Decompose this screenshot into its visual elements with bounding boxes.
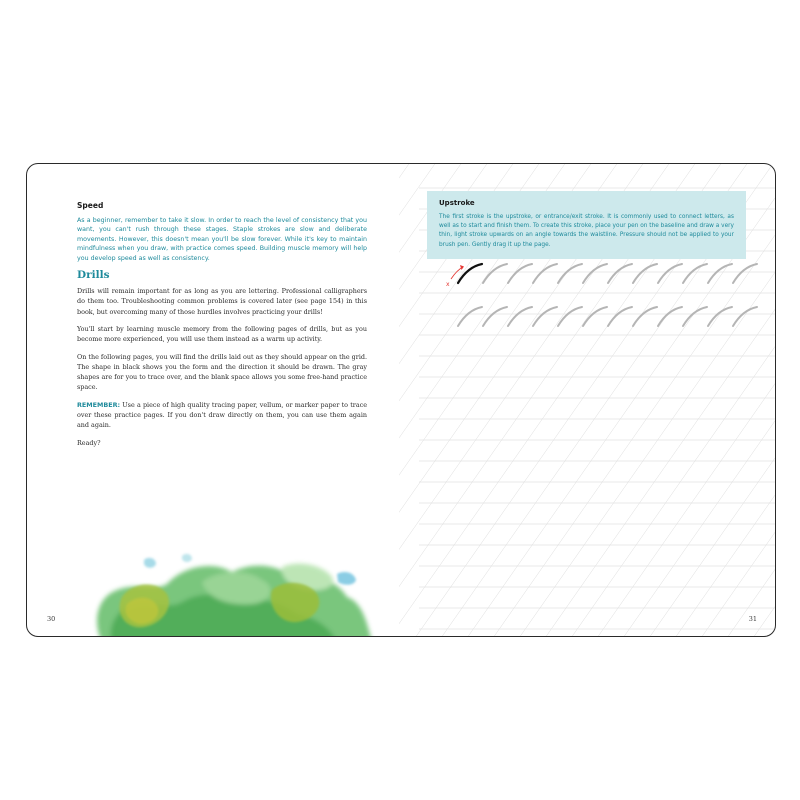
drill-stroke-gray — [483, 264, 507, 283]
direction-arrowhead — [460, 265, 464, 270]
page-number-right: 31 — [748, 615, 757, 623]
remember-label: REMEMBER: — [77, 400, 121, 409]
upstroke-description: The first stroke is the upstroke, or entrance/exit stroke. It is commonly used to connect letters, as well as to start and finish them. To create this stroke, place your pen on the baseline and draw a very thin, light stroke upwards on an angle towards the waistline. Pressure should not be applied to your brush pen. Gently drag it up the page. — [439, 214, 734, 248]
drill-stroke-gray — [583, 264, 607, 283]
watercolor-illustration — [82, 542, 382, 637]
book-spread — [26, 163, 776, 637]
drill-stroke-gray — [633, 264, 657, 283]
ready-text: Ready? — [77, 438, 101, 447]
drill-stroke-gray — [608, 307, 632, 326]
drill-stroke-gray — [708, 307, 732, 326]
upstroke-title: Upstroke — [439, 199, 475, 207]
drill-stroke-gray — [483, 307, 507, 326]
drill-stroke-gray — [683, 264, 707, 283]
drill-stroke-gray — [608, 264, 632, 283]
start-marker: x — [446, 281, 450, 288]
upstroke-callout — [427, 191, 746, 259]
remember-text: Use a piece of high quality tracing paper, vellum, or marker paper to trace over these practice pages. If you don't draw directly on them, you can use them again and again. — [77, 400, 367, 430]
speed-paragraph: As a beginner, remember to take it slow. In order to reach the level of consistency that you want, you can't rush through these stages. Staple strokes are slow and deliberate movements. However, this doesn't mean you'll be slow forever. While it's key to maintain mindfulness when you draw, with practice comes speed. Building muscle memory will help you develop speed as well as consistency. — [77, 217, 367, 262]
drill-stroke-gray — [708, 264, 732, 283]
drills-paragraph-3: On the following pages, you will find the drills laid out as they should appear on the grid. The shape in black shows you the form and the direction it should be drawn. The gray shapes are for you to trace over, and the blank space allows you some free-hand practice space. — [77, 352, 367, 392]
drills-paragraph-1: Drills will remain important for as long as you are lettering. Professional calligraphers do them too. Troubleshooting common problems is covered later (see page 154) in this book, but overcoming many of those hurdles involves practicing your drills! — [77, 287, 367, 316]
speed-heading: Speed — [77, 201, 104, 210]
right-page — [399, 164, 776, 636]
drill-stroke-gray — [533, 307, 557, 326]
drill-stroke-gray — [508, 307, 532, 326]
drills-heading: Drills — [77, 269, 110, 282]
drills-paragraph-2: You'll start by learning muscle memory from the following pages of drills, but as you become more experienced, you will use them instead as a warm up activity. — [77, 324, 367, 344]
drill-stroke-gray — [733, 264, 757, 283]
left-page-content — [77, 201, 367, 455]
drill-stroke-gray — [583, 307, 607, 326]
drill-stroke-gray — [558, 307, 582, 326]
drill-stroke-gray — [683, 307, 707, 326]
drill-stroke-gray — [458, 307, 482, 326]
grid-slant-line — [399, 164, 409, 637]
remember-paragraph — [77, 400, 367, 431]
page-number-left: 30 — [47, 615, 56, 623]
drill-stroke-gray — [733, 307, 757, 326]
drill-stroke-gray — [508, 264, 532, 283]
left-page — [27, 164, 399, 636]
